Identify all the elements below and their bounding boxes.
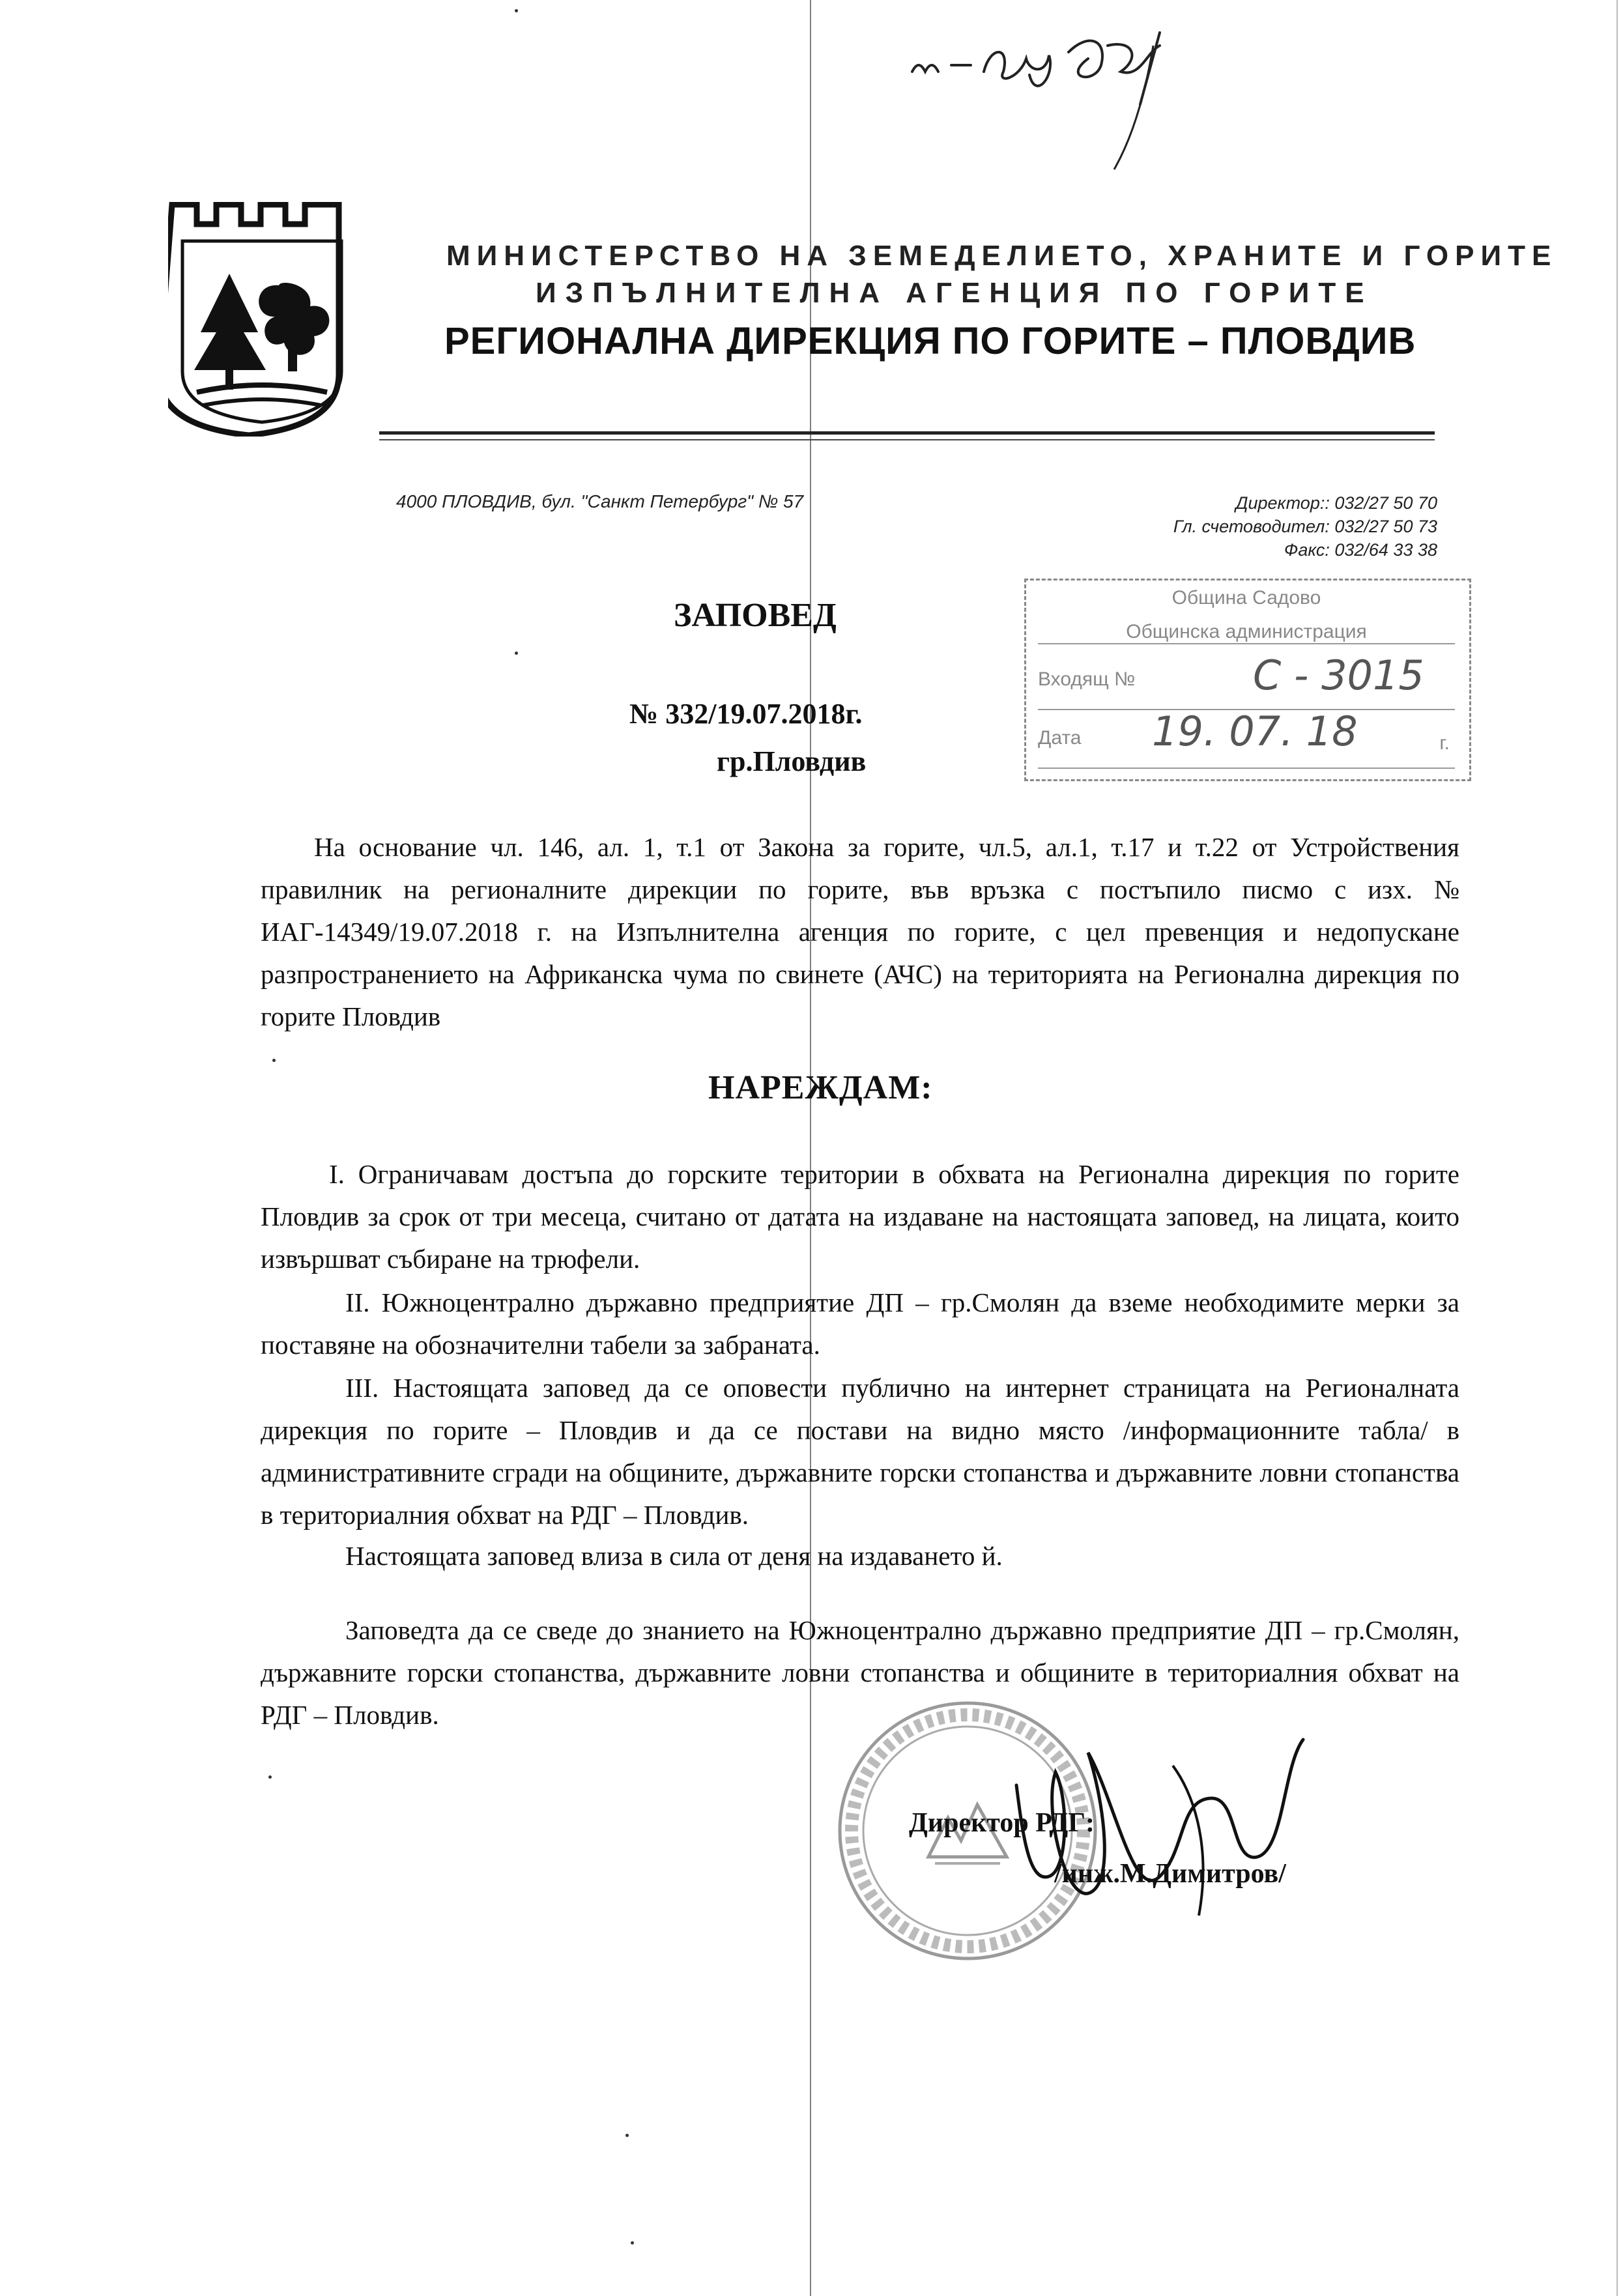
scan-speck — [631, 2241, 634, 2245]
contact-fax: Факс: 032/64 33 38 — [1284, 540, 1437, 560]
scan-speck — [268, 1775, 272, 1779]
order-item-3: III. Настоящата заповед да се оповести публично на интернет страницата на Регионалната дирекция по горите – Пловдив и да се постави на видно място /информационните табла/ в административните сгради на общините, държавните горски стопанства и държавните ловни стопанства в териториалния обхват на РДГ – Пловдив. — [261, 1373, 1459, 1530]
directorate-logo — [168, 202, 356, 437]
stamp-municipality: Община Садово — [1171, 587, 1321, 609]
document-city: гр.Пловдив — [717, 745, 867, 777]
stamp-entry-label: Входящ № — [1038, 668, 1136, 690]
contact-director: Директор:: 032/27 50 70 — [1235, 493, 1437, 513]
directorate-name: РЕГИОНАЛНА ДИРЕКЦИЯ ПО ГОРИТЕ – ПЛОВДИВ — [444, 320, 1416, 362]
scan-speck — [515, 9, 518, 12]
legal-basis-paragraph: На основание чл. 146, ал. 1, т.1 от Закона за горите, чл.5, ал.1, т.17 и т.22 от Устройствения правилник на регионалните дирекции по горите, във връзка с постъпило писмо с изх. № ИАГ-14349/19.07.2018 г. на Изпълнителна агенция по горите, с цел превенция и недопускане разпространението на Африканска чума по свинете (АЧС) на територията на Регионална дирекция по горите Пловдив — [261, 832, 1459, 1031]
stamp-entry-row — [1038, 652, 1455, 710]
stamp-date-label: Дата — [1038, 727, 1082, 749]
stamp-administration: Общинска администрация — [1038, 621, 1455, 644]
header-divider-thin — [379, 439, 1435, 440]
stamp-date-row — [1038, 708, 1455, 769]
contact-accountant: Гл. счетоводител: 032/27 50 73 — [1173, 517, 1437, 536]
notification-clause: Заповедта да се сведе до знанието на Южноцентрално държавно предприятие ДП – гр.Смолян, държавните горски стопанства, държавните ловни стопанства и общините в териториалния обхват на РДГ – Пловдив. — [261, 1615, 1459, 1730]
scan-speck — [272, 1059, 276, 1062]
stamp-date-value: 19. 07. 18 — [1152, 708, 1358, 755]
order-command: НАРЕЖДАМ: — [708, 1069, 933, 1106]
header-divider — [379, 431, 1435, 435]
scan-edge-line — [1616, 0, 1618, 2296]
signatory-title: Директор РДГ: — [909, 1808, 1095, 1838]
effect-clause: Настоящата заповед влиза в сила от деня на издаването й. — [345, 1541, 1003, 1571]
ministry-name: МИНИСТЕРСТВО НА ЗЕМЕДЕЛИЕТО, ХРАНИТЕ И ГОРИТЕ — [446, 240, 1558, 272]
order-item-1: I. Ограничавам достъпа до горските територии в обхвата на Регионална дирекция по горите Пловдив за срок от три месеца, считано от датата на издаване на настоящата заповед, на лицата, които извършват събиране на трюфели. — [261, 1159, 1459, 1274]
address: 4000 ПЛОВДИВ, бул. "Санкт Петербург" № 57 — [396, 491, 804, 511]
document-title: ЗАПОВЕД — [674, 597, 837, 634]
scan-speck — [515, 652, 518, 655]
order-item-2: II. Южноцентрално държавно предприятие ДП – гр.Смолян да вземе необходимите мерки за поставяне на обозначителни табели за забраната. — [261, 1287, 1459, 1360]
handwritten-note — [906, 26, 1205, 176]
stamp-entry-value: С - 3015 — [1253, 652, 1424, 699]
stamp-date-suffix: г. — [1439, 732, 1450, 754]
scan-speck — [625, 2134, 629, 2137]
registration-stamp — [1024, 579, 1471, 781]
signatory-name: /инж.М.Димитров/ — [1054, 1859, 1286, 1889]
document-number: № 332/19.07.2018г. — [629, 698, 863, 730]
contacts-block — [1173, 491, 1437, 562]
agency-name: ИЗПЪЛНИТЕЛНА АГЕНЦИЯ ПО ГОРИТЕ — [536, 277, 1373, 309]
